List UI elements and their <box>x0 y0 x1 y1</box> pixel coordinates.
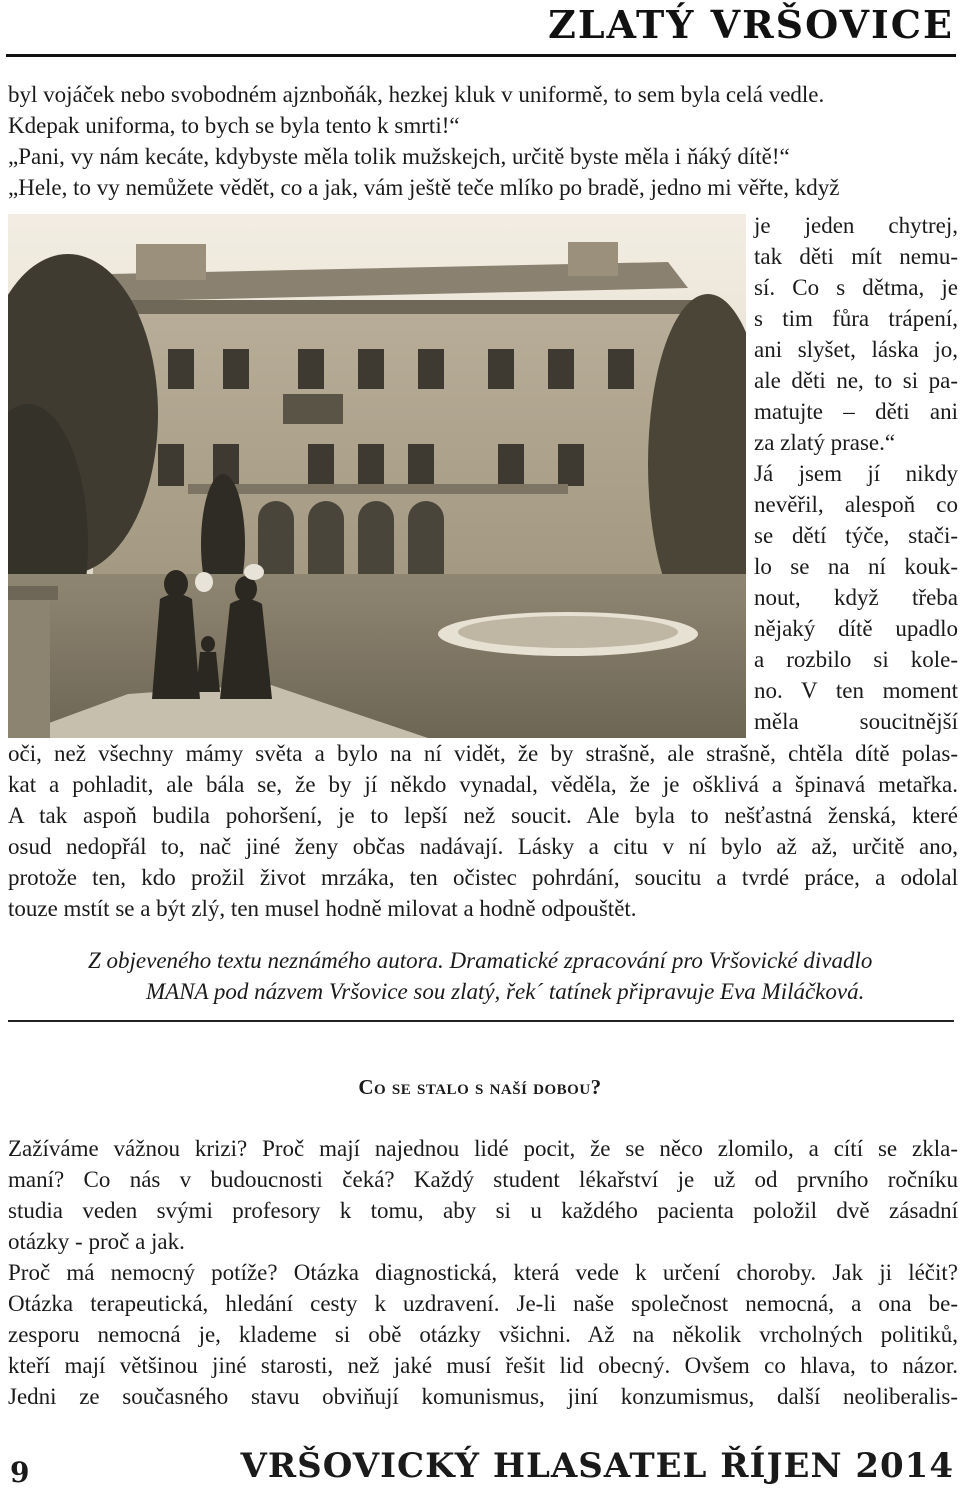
villa-photo <box>8 214 746 738</box>
text-line: a rozbilo si kole- <box>754 647 958 672</box>
text-line: Otázka terapeutická, hledání cesty k uzdravení. Je-li naše společnost nemocná, a ona be- <box>8 1291 958 1316</box>
text-line: ani slyšet, láska jo, <box>754 337 958 362</box>
section-title: Co se stalo s naší dobou? <box>358 1075 602 1099</box>
text-line: se dětí týče, stači- <box>754 523 958 548</box>
text-line: studia veden svými profesory k tomu, aby si u každého pacienta položil dvě zásadní <box>8 1198 958 1223</box>
footer-title: VRŠOVICKÝ HLASATEL ŘÍJEN 2014 <box>240 1446 954 1486</box>
text-line: A tak aspoň budila pohoršení, je to lepší než soucit. Ale byla to nešťastná ženská, které <box>8 803 958 828</box>
text-line: měla soucitnější <box>754 709 958 734</box>
text-line: tak děti mít nemu- <box>754 244 958 269</box>
page-number: 9 <box>10 1456 30 1489</box>
text-line: kat a pohladit, ale bála se, že by jí někdo vynadal, věděla, že je ošklivá a špinavá metařka. <box>8 772 958 797</box>
credit-line: Z objeveného textu neznámého autora. Dramatické zpracování pro Vršovické divadlo <box>88 948 873 973</box>
text-line: „Hele, to vy nemůžete vědět, co a jak, vám ještě teče mlíko po bradě, jedno mi věřte, když <box>8 175 840 200</box>
text-line: Zažíváme vážnou krizi? Proč mají najednou lidé pocit, že se něco zlomilo, a cítí se zkla- <box>8 1136 958 1161</box>
text-line: zesporu nemocná je, klademe si obě otázky všichni. Až na několik vrcholných politiků, <box>8 1322 958 1347</box>
text-line: nout, když třeba <box>754 585 958 610</box>
text-line: oči, než všechny mámy světa a bylo na ní vidět, že by strašně, ale strašně, chtěla dítě polas- <box>8 741 958 766</box>
text-line: osud nedopřál to, nač jiné ženy občas nadávají. Lásky a citu v ní bylo až až, určitě ano, <box>8 834 958 859</box>
text-line: otázky - proč a jak. <box>8 1229 185 1254</box>
text-line: za zlatý prase.“ <box>754 430 896 455</box>
text-line: nějaký dítě upadlo <box>754 616 958 641</box>
text-line: byl vojáček nebo svobodném ajznboňák, hezkej kluk v uniformě, to sem byla celá vedle. <box>8 82 825 107</box>
text-line: Jedni ze současného stavu obviňují komunismus, jiní konzumismus, další neoliberalis- <box>8 1384 958 1409</box>
header-rule <box>6 54 956 57</box>
text-line: ale děti ne, to si pa- <box>754 368 958 393</box>
header-title: ZLATÝ VRŠOVICE <box>548 2 954 47</box>
text-line: matujte – děti ani <box>754 399 958 424</box>
text-line: lo se na ní kouk- <box>754 554 958 579</box>
text-line: Kdepak uniforma, to bych se byla tento k smrti!“ <box>8 113 460 138</box>
text-line: je jeden chytrej, <box>754 213 958 238</box>
credit-line: MANA pod názvem Vršovice sou zlatý, řek´ tatínek připravuje Eva Miláčková. <box>146 979 865 1004</box>
text-line: Já jsem jí nikdy <box>754 461 958 486</box>
text-line: touze mstít se a být zlý, ten musel hodně milovat a hodně odpouštět. <box>8 896 637 921</box>
text-line: „Pani, vy nám kecáte, kdybyste měla tolik mužskejch, určitě byste měla i ňáký dítě!“ <box>8 144 790 169</box>
text-line: maní? Co nás v budoucnosti čeká? Každý student lékařství je už od prvního ročníku <box>8 1167 958 1192</box>
section-divider <box>8 1020 954 1022</box>
text-line: nevěřil, alespoň co <box>754 492 958 517</box>
text-line: Proč má nemocný potíže? Otázka diagnostická, která vede k určení choroby. Jak ji léčit? <box>8 1260 958 1285</box>
text-line: sí. Co s dětma, je <box>754 275 958 300</box>
text-line: no. V ten moment <box>754 678 958 703</box>
text-line: s tim fůra trápení, <box>754 306 958 331</box>
text-line: protože ten, kdo prožil život mrzáka, ten očistec pohrdání, soucitu a tvrdé práce, a odolal <box>8 865 958 890</box>
text-line: kteří mají většinou jiné starosti, než jaké musí řešit lid obecný. Ovšem co hlava, to názor. <box>8 1353 958 1378</box>
